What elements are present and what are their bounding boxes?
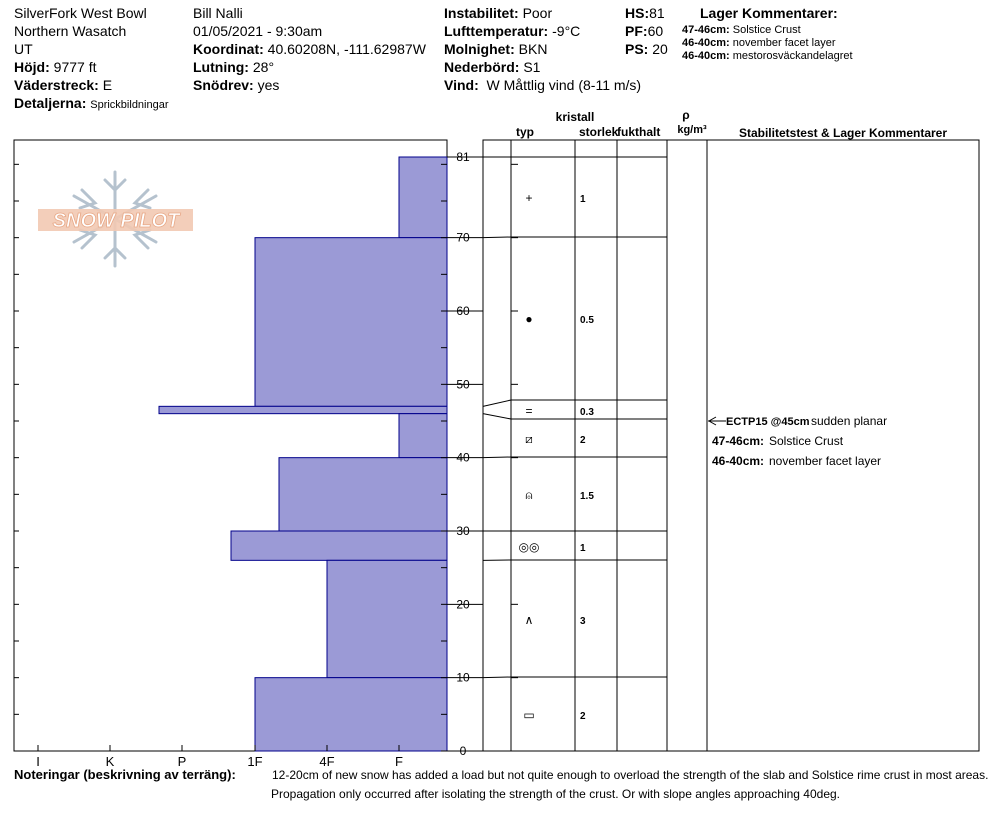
drift-label: Snödrev:: [193, 77, 254, 93]
slope-label: Lutning:: [193, 59, 249, 75]
right-comment-range: 46-40cm:: [712, 454, 765, 468]
layer-comment-text: mestorosväckandelagret: [732, 50, 853, 62]
hardness-tick-label: 4F: [319, 754, 335, 769]
hardness-bars: [159, 157, 447, 751]
pf-label: PF:: [625, 23, 648, 39]
wind-label: Vind:: [444, 77, 479, 93]
right-comment-range: 47-46cm:: [712, 434, 765, 448]
depth-tick-label: 20: [456, 597, 470, 612]
notes-label: Noteringar (beskrivning av terräng):: [14, 767, 236, 782]
air-temp-value: -9°C: [552, 23, 581, 39]
stability-test: [708, 414, 887, 428]
grain-symbol-icon: ▭: [523, 708, 535, 722]
right-comments: [712, 434, 881, 468]
left-ticks: [14, 164, 19, 751]
hardness-bar: [327, 560, 447, 677]
slope-value: 28°: [252, 59, 275, 75]
depth-connector: [483, 677, 511, 678]
grain-symbol-icon: ⧄: [525, 432, 533, 446]
fukthalt-header: fukthalt: [617, 125, 661, 139]
grain-size: 1: [580, 543, 586, 554]
state: UT: [14, 41, 33, 57]
grain-size: 0.5: [580, 315, 594, 326]
depth-tick-label: 60: [456, 304, 470, 318]
hs-label: HS:: [625, 5, 650, 21]
hardness-tick-label: 1F: [247, 754, 263, 769]
drift-value: yes: [257, 77, 280, 93]
grain-size: 2: [580, 711, 586, 722]
depth-tick-label: 81: [456, 150, 470, 164]
logo-text: SNOW PILOT: [52, 210, 180, 232]
grain-size: 2: [580, 435, 586, 446]
precip-label: Nederbörd:: [444, 59, 520, 75]
grain-size: 3: [580, 616, 586, 627]
hardness-bar: [255, 238, 447, 407]
details-label: Detaljerna:: [14, 95, 87, 111]
hs-value: 81: [649, 5, 665, 21]
depth-tick-label: 40: [456, 450, 470, 465]
grain-symbol-icon: +: [525, 191, 533, 205]
layer-comment-range: 46-40cm:: [682, 37, 730, 49]
coord-label: Koordinat:: [193, 41, 264, 57]
depth-connector: [483, 237, 511, 238]
grain-size: 1.5: [580, 491, 594, 502]
hardness-bar: [231, 531, 447, 560]
hardness-tick-label: I: [36, 754, 40, 769]
coord-value: 40.60208N, -111.62987W: [267, 41, 426, 57]
air-temp-label: Lufttemperatur:: [444, 23, 549, 39]
grain-symbol-icon: =: [525, 404, 533, 418]
mountain-range: Northern Wasatch: [14, 23, 127, 39]
hardness-tick-label: P: [177, 754, 187, 769]
hardness-tick-label: F: [395, 754, 403, 769]
grain-symbol-icon: ⍝: [525, 488, 533, 502]
hardness-bar: [399, 157, 447, 238]
depth-tick-label: 30: [456, 524, 470, 538]
right-comment-text: november facet layer: [769, 454, 882, 468]
rho-header: ρ: [682, 108, 690, 122]
sky-label: Molnighet:: [444, 41, 515, 57]
test-label: ECTP15 @45cm: [726, 416, 810, 428]
layer-comments-title: Lager Kommentarer:: [700, 5, 838, 21]
notes-line-1: 12-20cm of new snow has added a load but not quite enough to overload the strength of the slab and Solstice rime crust in most areas.: [272, 768, 989, 782]
typ-header: typ: [516, 125, 534, 139]
location: SilverFork West Bowl: [14, 5, 147, 21]
depth-tick-label: 10: [456, 670, 470, 685]
layer-comment-range: 46-40cm:: [682, 50, 730, 62]
layer-comment-range: 47-46cm:: [682, 24, 730, 36]
stability-title: Stabilitetstest & Lager Kommentarer: [738, 126, 948, 140]
depth-tick-label: 0: [459, 744, 467, 758]
kristall-header: kristall: [555, 110, 595, 124]
grain-symbol-icon: ◎◎: [518, 540, 540, 554]
stability-label: Instabilitet:: [444, 5, 519, 21]
aspect-value: E: [102, 77, 113, 93]
layer-comment-text: Solstice Crust: [732, 24, 801, 36]
hardness-bar: [399, 414, 447, 458]
datetime: 01/05/2021 - 9:30am: [193, 23, 323, 39]
layer-comment-text: november facet layer: [732, 37, 836, 49]
grain-size: 0.3: [580, 407, 594, 418]
observer: Bill Nalli: [193, 5, 243, 21]
layer-lines: [511, 157, 667, 751]
density-unit-header: kg/m³: [677, 124, 707, 136]
depth-tick-label: 70: [456, 230, 470, 245]
hardness-tick-label: K: [105, 754, 115, 769]
pf-value: 60: [647, 23, 664, 39]
grain-size: 1: [580, 194, 586, 205]
elevation-label: Höjd:: [14, 59, 50, 75]
depth-connector: [483, 414, 511, 419]
details-value: Sprickbildningar: [90, 99, 169, 111]
wind-value: W Måttlig vind (8-11 m/s): [486, 77, 642, 93]
ps-label: PS:: [625, 41, 649, 57]
storlek-header: storlek: [579, 125, 619, 139]
depth-connector: [483, 457, 511, 458]
depth-connectors: [483, 157, 511, 678]
test-result: sudden planar: [811, 414, 888, 428]
aspect-label: Väderstreck:: [14, 77, 99, 93]
sky-value: BKN: [518, 41, 548, 57]
grain-symbol-icon: ∧: [524, 613, 534, 627]
stability-value: Poor: [522, 5, 553, 21]
notes-line-2: Propagation only occurred after isolating the strength of the crust. Or with slope angles approaching 40deg.: [271, 787, 841, 801]
hardness-bar: [279, 458, 447, 531]
right-comment-text: Solstice Crust: [769, 434, 844, 448]
ps-value: 20: [652, 41, 668, 57]
depth-tick-label: 50: [456, 377, 470, 392]
hardness-bar: [159, 406, 447, 413]
grain-symbol-icon: ●: [525, 312, 533, 326]
elevation-value: 9777 ft: [53, 59, 97, 75]
depth-connector: [483, 400, 511, 406]
hardness-bar: [255, 678, 447, 751]
precip-value: S1: [523, 59, 541, 75]
